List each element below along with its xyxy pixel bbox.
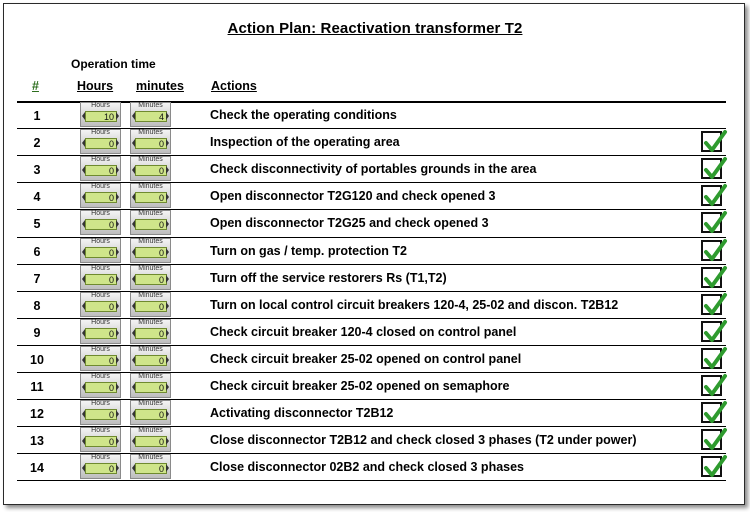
hours-stepper[interactable]: [80, 265, 121, 290]
row-number: 6: [33, 244, 41, 259]
minutes-value-field[interactable]: 0: [135, 301, 167, 312]
row-number: 2: [33, 136, 41, 151]
row-number: 1: [33, 109, 41, 123]
minutes-stepper[interactable]: [130, 427, 171, 452]
minutes-stepper[interactable]: [130, 373, 171, 398]
hours-stepper[interactable]: [80, 373, 121, 398]
hours-stepper[interactable]: [80, 292, 121, 317]
minutes-value-field[interactable]: 0: [135, 192, 167, 203]
hours-value-field[interactable]: 10: [85, 111, 117, 122]
action-text: Open disconnector T2G120 and check opened 3: [210, 189, 496, 204]
done-checkbox[interactable]: [701, 375, 722, 396]
hours-stepper-label: Hours: [91, 129, 110, 137]
increment-arrow-icon[interactable]: [116, 302, 119, 310]
done-checkbox[interactable]: [701, 348, 722, 369]
action-text: Check circuit breaker 25-02 opened on control panel: [210, 351, 522, 366]
checkmark-icon: [702, 183, 728, 209]
header-divider: [17, 101, 726, 103]
minutes-stepper-label: Minutes: [138, 318, 163, 326]
minutes-stepper[interactable]: [130, 238, 171, 263]
hours-stepper[interactable]: [80, 400, 121, 425]
hours-value-field[interactable]: 0: [85, 409, 117, 420]
action-text: Check circuit breaker 120-4 closed on control panel: [210, 324, 517, 339]
increment-arrow-icon[interactable]: [116, 329, 119, 337]
minutes-stepper-label: Minutes: [138, 183, 163, 191]
increment-arrow-icon[interactable]: [166, 166, 169, 174]
minutes-value-field[interactable]: 0: [135, 165, 167, 176]
done-checkbox[interactable]: [701, 429, 722, 450]
checkmark-icon: [702, 210, 728, 236]
row-divider: [17, 318, 726, 319]
row-number: 13: [30, 434, 44, 449]
hours-value-field[interactable]: 0: [85, 328, 117, 339]
minutes-stepper[interactable]: [130, 346, 171, 371]
minutes-value-field[interactable]: 0: [135, 328, 167, 339]
hours-value-field[interactable]: 0: [85, 192, 117, 203]
action-text: Close disconnector 02B2 and check closed 3 phases: [210, 460, 525, 475]
page-title: Action Plan: Reactivation transformer T2: [227, 20, 523, 37]
hours-stepper[interactable]: [80, 129, 121, 154]
done-checkbox[interactable]: [701, 321, 722, 342]
increment-arrow-icon[interactable]: [116, 248, 119, 256]
hours-stepper-label: Hours: [91, 183, 110, 191]
hours-stepper[interactable]: [80, 102, 121, 127]
action-text: Close disconnector T2B12 and check closed 3 phases (T2 under power): [210, 433, 637, 448]
checkmark-icon: [702, 400, 728, 426]
hours-value-field[interactable]: 0: [85, 247, 117, 258]
checkmark-icon: [702, 292, 728, 318]
minutes-value-field[interactable]: 0: [135, 382, 167, 393]
minutes-value-field[interactable]: 0: [135, 247, 167, 258]
increment-arrow-icon[interactable]: [116, 275, 119, 283]
done-checkbox[interactable]: [701, 402, 722, 423]
row-divider: [17, 155, 726, 156]
hours-stepper[interactable]: [80, 238, 121, 263]
minutes-stepper[interactable]: [130, 183, 171, 208]
action-text: Turn on gas / temp. protection T2: [210, 243, 407, 258]
checkmark-icon: [702, 427, 728, 453]
hours-stepper[interactable]: [80, 183, 121, 208]
operation-time-label: Operation time: [71, 57, 156, 71]
minutes-stepper-label: Minutes: [138, 156, 163, 164]
row-number: 3: [33, 163, 41, 178]
done-checkbox[interactable]: [701, 185, 722, 206]
minutes-value-field[interactable]: 0: [135, 138, 167, 149]
column-header-minutes: minutes: [136, 79, 184, 93]
increment-arrow-icon[interactable]: [166, 329, 169, 337]
minutes-value-field[interactable]: 0: [135, 355, 167, 366]
action-text: Check the operating conditions: [210, 108, 397, 122]
row-divider: [17, 128, 726, 129]
checkmark-icon: [702, 346, 728, 372]
row-number: 4: [33, 190, 41, 205]
row-number: 7: [33, 271, 41, 286]
checkmark-icon: [702, 156, 728, 182]
hours-value-field[interactable]: 0: [85, 301, 117, 312]
hours-value-field[interactable]: 0: [85, 219, 117, 230]
minutes-stepper-label: Minutes: [138, 400, 163, 408]
action-text: Check disconnectivity of portables grounds in the area: [210, 162, 537, 177]
increment-arrow-icon[interactable]: [166, 112, 169, 120]
increment-arrow-icon[interactable]: [166, 275, 169, 283]
row-divider: [17, 291, 726, 292]
minutes-stepper[interactable]: [130, 319, 171, 344]
hours-stepper-label: Hours: [91, 156, 110, 164]
minutes-stepper[interactable]: [130, 265, 171, 290]
action-text: Activating disconnector T2B12: [210, 406, 394, 421]
row-number: 9: [33, 325, 41, 340]
column-header-number: #: [32, 79, 39, 93]
hours-value-field[interactable]: 0: [85, 274, 117, 285]
increment-arrow-icon[interactable]: [116, 437, 119, 445]
checkmark-icon: [702, 373, 728, 399]
column-header-actions: Actions: [211, 79, 257, 93]
increment-arrow-icon[interactable]: [166, 437, 169, 445]
action-text: Turn on local control circuit breakers 120-4, 25-02 and discon. T2B12: [210, 297, 619, 312]
hours-stepper[interactable]: [80, 319, 121, 344]
minutes-value-field[interactable]: 0: [135, 274, 167, 285]
minutes-stepper[interactable]: [130, 292, 171, 317]
action-text: Turn off the service restorers Rs (T1,T2): [210, 270, 447, 285]
minutes-stepper-label: Minutes: [138, 102, 163, 109]
done-checkbox[interactable]: [701, 294, 722, 315]
hours-value-field[interactable]: 0: [85, 165, 117, 176]
minutes-stepper-label: Minutes: [138, 291, 163, 299]
minutes-stepper[interactable]: [130, 102, 171, 127]
hours-stepper-label: Hours: [91, 237, 110, 245]
minutes-stepper[interactable]: [130, 156, 171, 181]
done-checkbox[interactable]: [701, 456, 722, 477]
minutes-stepper-label: Minutes: [138, 129, 163, 137]
done-checkbox[interactable]: [701, 267, 722, 288]
hours-stepper-label: Hours: [91, 210, 110, 218]
checkmark-icon: [702, 129, 728, 155]
done-checkbox[interactable]: [701, 158, 722, 179]
hours-stepper-label: Hours: [91, 454, 110, 462]
row-divider: [17, 372, 726, 373]
minutes-stepper-label: Minutes: [138, 345, 163, 353]
column-header-hours: Hours: [77, 79, 114, 93]
minutes-stepper-label: Minutes: [138, 427, 163, 435]
minutes-value-field[interactable]: 0: [135, 409, 167, 420]
minutes-value-field[interactable]: 0: [135, 436, 167, 447]
minutes-stepper[interactable]: [130, 400, 171, 425]
increment-arrow-icon[interactable]: [116, 220, 119, 228]
minutes-stepper[interactable]: [130, 210, 171, 235]
done-checkbox[interactable]: [701, 240, 722, 261]
hours-stepper[interactable]: [80, 210, 121, 235]
increment-arrow-icon[interactable]: [116, 166, 119, 174]
increment-arrow-icon[interactable]: [166, 220, 169, 228]
hours-stepper[interactable]: [80, 346, 121, 371]
row-number: 11: [30, 380, 44, 394]
checkmark-icon: [702, 238, 728, 264]
hours-value-field[interactable]: 0: [85, 382, 117, 393]
minutes-stepper-label: Minutes: [138, 264, 163, 272]
hours-stepper-label: Hours: [91, 427, 110, 435]
action-text: Check circuit breaker 25-02 opened on semaphore: [210, 379, 510, 393]
row-number: 10: [30, 352, 44, 367]
hours-stepper-label: Hours: [91, 373, 110, 380]
hours-stepper[interactable]: [80, 427, 121, 452]
hours-stepper-label: Hours: [91, 318, 110, 326]
increment-arrow-icon[interactable]: [116, 356, 119, 364]
increment-arrow-icon[interactable]: [166, 356, 169, 364]
hours-stepper-label: Hours: [91, 400, 110, 408]
increment-arrow-icon[interactable]: [116, 383, 119, 391]
checkmark-icon: [702, 319, 728, 345]
hours-stepper-label: Hours: [91, 291, 110, 299]
row-divider: [17, 480, 726, 481]
increment-arrow-icon[interactable]: [116, 410, 119, 418]
row-number: 14: [30, 461, 44, 476]
hours-value-field[interactable]: 0: [85, 355, 117, 366]
row-divider: [17, 399, 726, 400]
increment-arrow-icon[interactable]: [166, 248, 169, 256]
action-text: Inspection of the operating area: [210, 135, 400, 150]
increment-arrow-icon[interactable]: [166, 410, 169, 418]
increment-arrow-icon[interactable]: [116, 193, 119, 201]
row-divider: [17, 237, 726, 238]
hours-value-field[interactable]: 0: [85, 436, 117, 447]
minutes-stepper[interactable]: [130, 454, 171, 479]
row-number: 12: [30, 407, 44, 422]
row-number: 8: [33, 298, 41, 313]
hours-value-field[interactable]: 0: [85, 138, 117, 149]
increment-arrow-icon[interactable]: [166, 464, 169, 472]
minutes-stepper[interactable]: [130, 129, 171, 154]
increment-arrow-icon[interactable]: [166, 383, 169, 391]
increment-arrow-icon[interactable]: [116, 112, 119, 120]
minutes-stepper-label: Minutes: [138, 454, 163, 462]
minutes-value-field[interactable]: 0: [135, 219, 167, 230]
hours-stepper-label: Hours: [91, 345, 110, 353]
checkmark-icon: [702, 454, 728, 480]
row-divider: [17, 426, 726, 427]
done-checkbox[interactable]: [701, 131, 722, 152]
hours-stepper[interactable]: [80, 454, 121, 479]
row-number: 5: [33, 217, 41, 232]
action-text: Open disconnector T2G25 and check opened 3: [210, 216, 489, 231]
hours-stepper[interactable]: [80, 156, 121, 181]
minutes-stepper-label: Minutes: [138, 373, 163, 380]
increment-arrow-icon[interactable]: [166, 139, 169, 147]
increment-arrow-icon[interactable]: [166, 193, 169, 201]
row-divider: [17, 453, 726, 454]
row-divider: [17, 264, 726, 265]
increment-arrow-icon[interactable]: [116, 464, 119, 472]
minutes-stepper-label: Minutes: [138, 237, 163, 245]
hours-value-field[interactable]: 0: [85, 463, 117, 474]
row-divider: [17, 182, 726, 183]
row-divider: [17, 345, 726, 346]
minutes-stepper-label: Minutes: [138, 210, 163, 218]
row-divider: [17, 209, 726, 210]
minutes-value-field[interactable]: 0: [135, 463, 167, 474]
hours-stepper-label: Hours: [91, 264, 110, 272]
increment-arrow-icon[interactable]: [116, 139, 119, 147]
done-checkbox[interactable]: [701, 212, 722, 233]
minutes-value-field[interactable]: 4: [135, 111, 167, 122]
increment-arrow-icon[interactable]: [166, 302, 169, 310]
hours-stepper-label: Hours: [91, 102, 110, 109]
checkmark-icon: [702, 265, 728, 291]
